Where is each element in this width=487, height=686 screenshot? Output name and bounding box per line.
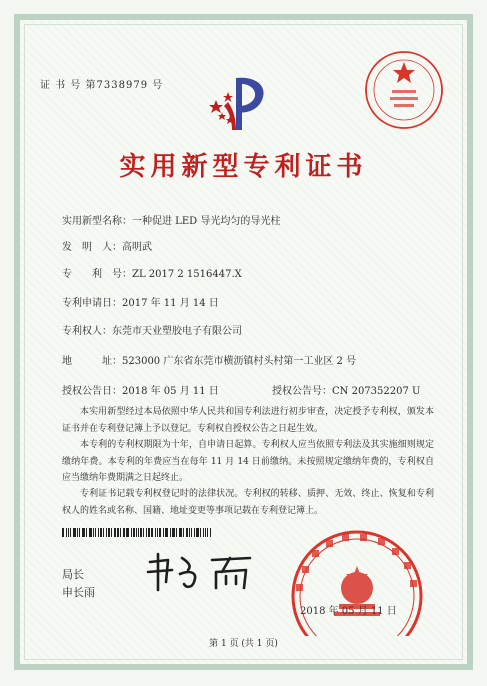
barcode-bar xyxy=(117,528,119,537)
official-seal-icon xyxy=(282,526,432,636)
barcode-bar xyxy=(100,528,102,537)
grant-number-value: CN 207352207 U xyxy=(332,386,421,397)
barcode-bar xyxy=(183,528,184,537)
patentee-field xyxy=(62,322,242,337)
barcode-bar xyxy=(163,528,164,537)
barcode-bar xyxy=(138,528,139,537)
barcode-bar xyxy=(79,528,80,537)
barcode-bar xyxy=(103,528,104,537)
patent-number-value: ZL 2017 2 1516447.X xyxy=(132,269,242,280)
barcode-bar xyxy=(126,528,129,537)
page-footer: 第 1 页 (共 1 页) xyxy=(209,639,278,649)
patent-number-label: 专 利 号： xyxy=(62,269,132,280)
barcode-bar xyxy=(131,528,132,537)
barcode-bar xyxy=(111,528,112,537)
application-date-value: 2017 年 11 月 14 日 xyxy=(122,298,219,309)
barcode-bar xyxy=(114,528,116,537)
barcode-bar xyxy=(151,528,154,537)
address-field xyxy=(62,352,356,367)
certificate-number: 证 书 号 第7338979 号 xyxy=(40,80,164,91)
body-paragraph-3: 专利证书记载专利权登记时的法律状况。专利权的转移、质押、无效、终止、恢复和专利权人的姓名或名称、国籍、地址变更等事项记载在专利登记簿上。 xyxy=(62,489,434,516)
barcode-bar xyxy=(68,528,69,537)
barcode-bar xyxy=(124,528,125,537)
barcode-bar xyxy=(86,528,87,537)
grant-date-field xyxy=(62,382,219,397)
application-date-label: 专利申请日： xyxy=(62,298,122,309)
barcode-bar xyxy=(148,528,150,537)
barcode-bar xyxy=(186,528,188,537)
barcode-bar xyxy=(189,528,190,537)
barcode-icon xyxy=(62,528,212,537)
barcode-bar xyxy=(89,528,92,537)
barcode-bar xyxy=(133,528,135,537)
barcode-bar xyxy=(95,528,96,537)
barcode-bar xyxy=(203,528,204,537)
barcode-bar xyxy=(82,528,83,537)
barcode-bar xyxy=(176,528,177,537)
barcode-bar xyxy=(207,528,208,537)
address-label: 地 址： xyxy=(62,356,122,367)
utility-model-name-label: 实用新型名称： xyxy=(62,216,132,227)
barcode-bar xyxy=(159,528,161,537)
grant-number-field xyxy=(272,382,420,397)
grant-number-label: 授权公告号： xyxy=(272,386,332,397)
seal-date: 2018 年 05 月 11 日 xyxy=(300,606,397,617)
barcode-bar xyxy=(179,528,180,537)
barcode-bar xyxy=(70,528,72,537)
barcode-bar xyxy=(155,528,156,537)
barcode-bar xyxy=(83,528,85,537)
patentee-label: 专利权人： xyxy=(62,326,112,337)
application-date-field xyxy=(62,294,219,309)
certificate-title: 实用新型专利证书 xyxy=(119,152,368,182)
inventor-label: 发 明 人： xyxy=(62,242,122,253)
inventor-field xyxy=(62,238,152,253)
barcode-bar xyxy=(194,528,196,537)
patent-number-field xyxy=(62,265,242,280)
grant-date-label: 授权公告日： xyxy=(62,386,122,397)
barcode-bar xyxy=(166,528,168,537)
barcode-bar xyxy=(172,528,175,537)
barcode-bar xyxy=(191,528,192,537)
barcode-bar xyxy=(170,528,171,537)
utility-model-name-field xyxy=(62,212,280,227)
barcode-bar xyxy=(123,528,124,537)
barcode-bar xyxy=(143,528,144,537)
director-signature-icon xyxy=(142,548,262,594)
barcode-bar xyxy=(73,528,76,537)
barcode-bar xyxy=(146,528,147,537)
barcode-bar xyxy=(196,528,199,537)
barcode-bar xyxy=(157,528,158,537)
barcode-bar xyxy=(140,528,142,537)
agency-stamp-icon xyxy=(362,48,446,132)
utility-model-name-value: 一种促进 LED 导光均匀的导光柱 xyxy=(132,216,281,227)
barcode-bar xyxy=(62,528,64,537)
body-paragraph-1: 本实用新型经过本局依照中华人民共和国专利法进行初步审查，决定授予专利权，颁发本证书并在专利登记簿上予以登记。专利权自授权公告之日起生效。 xyxy=(62,407,434,434)
grant-date-value: 2018 年 05 月 11 日 xyxy=(122,386,219,397)
barcode-bar xyxy=(120,528,121,537)
barcode-bar xyxy=(210,528,211,537)
barcode-bar xyxy=(136,528,137,537)
barcode-bar xyxy=(98,528,99,537)
barcode-bar xyxy=(180,528,182,537)
barcode-bar xyxy=(108,528,111,537)
address-value: 523000 广东省东莞市横沥镇村头村第一工业区 2 号 xyxy=(122,356,357,367)
cnipa-logo-icon xyxy=(206,72,274,134)
director-name: 申长雨 xyxy=(62,586,95,599)
barcode-bar xyxy=(205,528,207,537)
barcode-bar xyxy=(77,528,78,537)
barcode-bar xyxy=(165,528,166,537)
director-title: 局长 xyxy=(62,568,84,581)
barcode-bar xyxy=(200,528,201,537)
barcode-bar xyxy=(66,528,67,537)
inventor-value: 高明武 xyxy=(122,242,152,253)
patentee-value: 东莞市天业塑胶电子有限公司 xyxy=(112,326,242,337)
barcode-bar xyxy=(93,528,95,537)
body-paragraph-2: 本专利的专利权期限为十年，自申请日起算。专利权人应当依照专利法及其实施细则规定缴纳年费。本专利的年费应当在每年 11 月 14 日前缴纳。未按照规定缴纳年费的，专利权自应当缴纳年费期满之日起终止。 xyxy=(62,440,434,483)
barcode-bar xyxy=(106,528,107,537)
